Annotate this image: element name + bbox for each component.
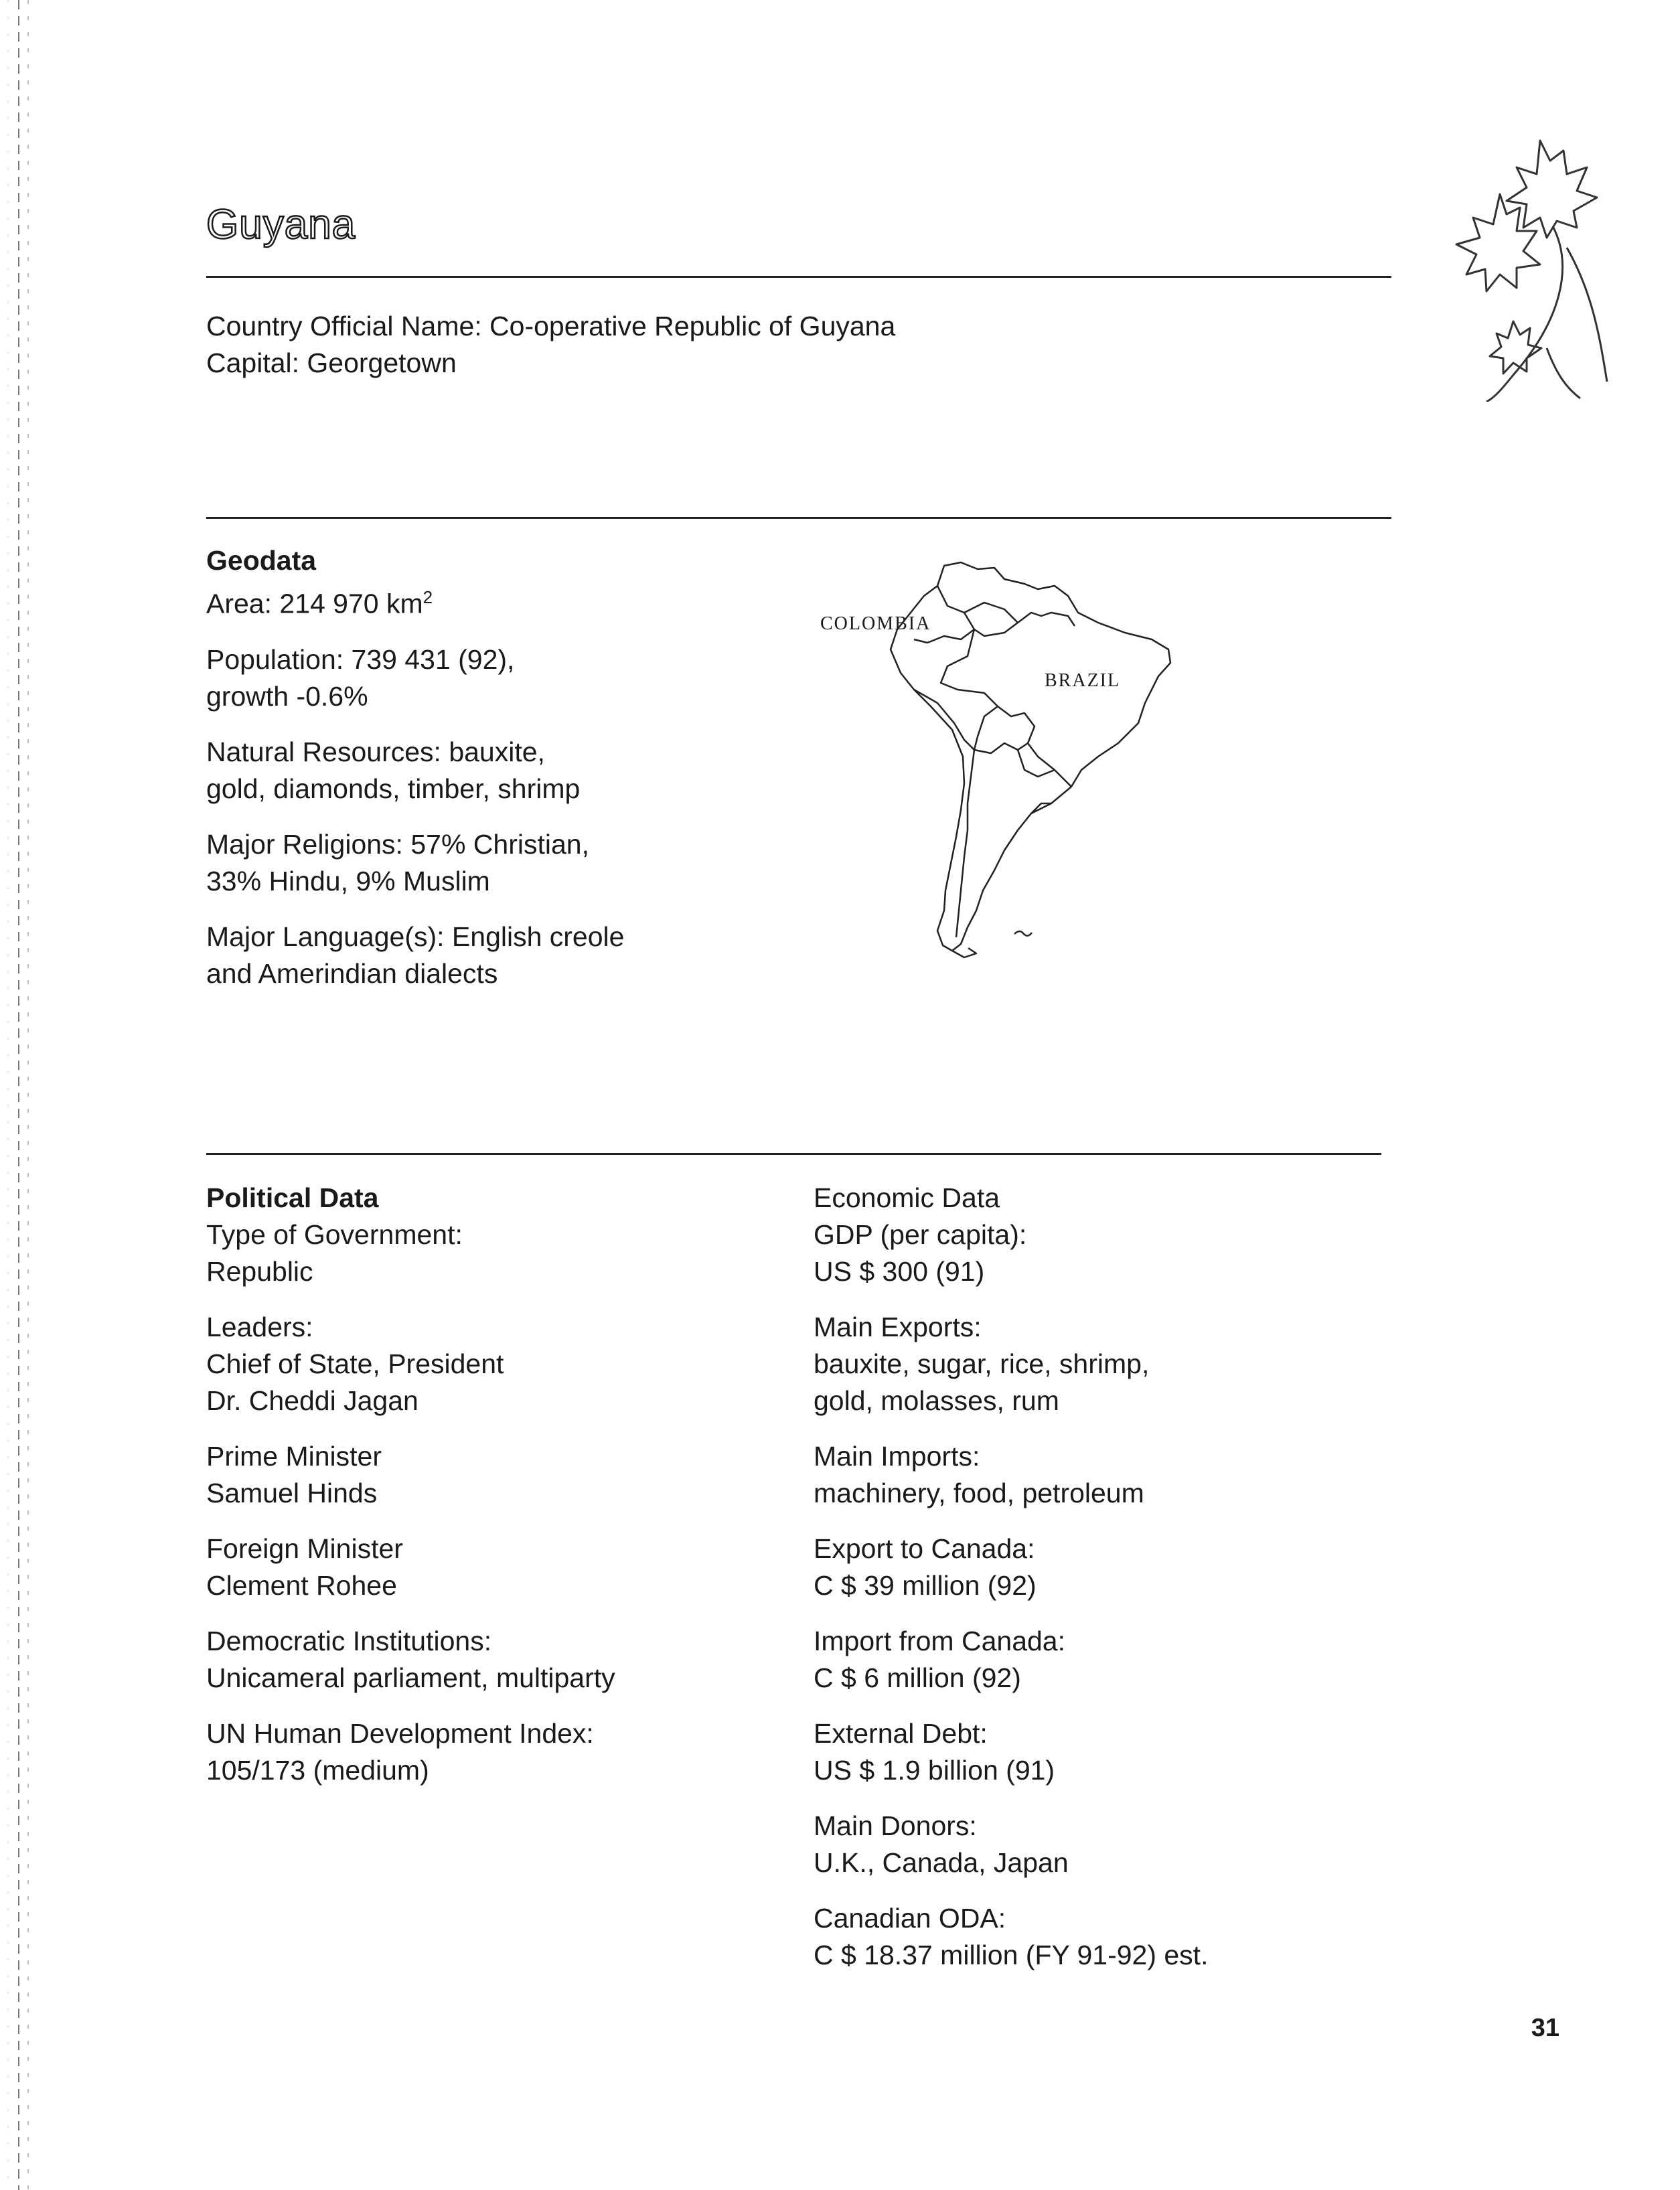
- gdp-value: US $ 300 (91): [814, 1256, 985, 1287]
- exports-label: Main Exports:: [814, 1312, 982, 1342]
- maple-leaf-icon: [1440, 121, 1614, 402]
- institutions-label: Democratic Institutions:: [206, 1626, 492, 1656]
- falklands: [1014, 931, 1032, 936]
- imports-value: machinery, food, petroleum: [814, 1478, 1144, 1508]
- population-line-1: Population: 739 431 (92),: [206, 643, 515, 675]
- gdp-label: GDP (per capita):: [814, 1219, 1027, 1250]
- donors-label: Main Donors:: [814, 1810, 977, 1841]
- binding-edge: [0, 0, 39, 2190]
- economic-section: [814, 1180, 1322, 1992]
- area-text: Area: 214 970 km: [206, 588, 423, 619]
- oda-value: C $ 18.37 million (FY 91-92) est.: [814, 1940, 1209, 1970]
- imports-label: Main Imports:: [814, 1441, 980, 1472]
- pm-name: Samuel Hinds: [206, 1478, 378, 1508]
- leaders-label: Leaders:: [206, 1312, 313, 1342]
- resources-block: [206, 734, 715, 807]
- label-brazil: BRAZIL: [1045, 670, 1121, 691]
- fm-label: Foreign Minister: [206, 1533, 403, 1564]
- area-block: [206, 579, 715, 623]
- title-rule: [206, 276, 1391, 278]
- exports-value-1: bauxite, sugar, rice, shrimp,: [814, 1348, 1150, 1379]
- economic-heading: Economic Data: [814, 1182, 1000, 1213]
- resources-line-1: Natural Resources: bauxite,: [206, 736, 545, 767]
- border-brazil-west: [941, 629, 1071, 787]
- label-colombia: COLOMBIA: [820, 613, 931, 634]
- pm-label: Prime Minister: [206, 1441, 382, 1472]
- hdi-value: 105/173 (medium): [206, 1755, 429, 1786]
- country-header: [206, 308, 895, 382]
- continent-outline: [891, 562, 1170, 951]
- page-title: Guyana: [206, 202, 356, 248]
- exports-block: [814, 1309, 1322, 1419]
- debt-label: External Debt:: [814, 1718, 988, 1749]
- tierra-del-fuego: [952, 948, 976, 957]
- export-canada-block: [814, 1531, 1322, 1604]
- border-chile-argentina: [956, 750, 974, 937]
- oda-block: [814, 1900, 1322, 1974]
- debt-value: US $ 1.9 billion (91): [814, 1755, 1055, 1786]
- donors-block: [814, 1808, 1322, 1881]
- institutions-value: Unicameral parliament, multiparty: [206, 1662, 615, 1693]
- leaders-name: Dr. Cheddi Jagan: [206, 1385, 418, 1416]
- pm-block: [206, 1438, 715, 1512]
- political-section: [206, 1180, 715, 1808]
- religions-line-1: Major Religions: 57% Christian,: [206, 828, 589, 860]
- import-canada-label: Import from Canada:: [814, 1626, 1065, 1656]
- population-block: [206, 641, 715, 715]
- religions-line-2: 33% Hindu, 9% Muslim: [206, 865, 490, 896]
- south-america-map: [804, 549, 1232, 964]
- fm-block: [206, 1531, 715, 1604]
- leaders-title: Chief of State, President: [206, 1348, 504, 1379]
- capital: Capital: Georgetown: [206, 347, 457, 378]
- languages-block: [206, 919, 715, 992]
- fm-name: Clement Rohee: [206, 1570, 397, 1601]
- languages-line-1: Major Language(s): English creole: [206, 921, 625, 952]
- government-value: Republic: [206, 1256, 313, 1287]
- geodata-heading: Geodata: [206, 545, 317, 576]
- hdi-label: UN Human Development Index:: [206, 1718, 594, 1749]
- languages-line-2: and Amerindian dialects: [206, 957, 498, 989]
- data-rule: [206, 1153, 1381, 1155]
- export-canada-value: C $ 39 million (92): [814, 1570, 1037, 1601]
- area-superscript: 2: [423, 587, 433, 607]
- exports-value-2: gold, molasses, rum: [814, 1385, 1059, 1416]
- gdp-block: [814, 1217, 1322, 1290]
- leaders-block: [206, 1309, 715, 1419]
- political-heading: Political Data: [206, 1182, 379, 1213]
- imports-block: [814, 1438, 1322, 1512]
- import-canada-value: C $ 6 million (92): [814, 1662, 1021, 1693]
- religions-block: [206, 826, 715, 900]
- government-block: [206, 1217, 715, 1290]
- import-canada-block: [814, 1623, 1322, 1697]
- hdi-block: [206, 1715, 715, 1789]
- resources-line-2: gold, diamonds, timber, shrimp: [206, 773, 581, 804]
- page-number: 31: [1531, 2014, 1559, 2042]
- oda-label: Canadian ODA:: [814, 1903, 1006, 1934]
- institutions-block: [206, 1623, 715, 1697]
- official-name: Country Official Name: Co-operative Republic of Guyana: [206, 311, 896, 341]
- debt-block: [814, 1715, 1322, 1789]
- border-guianas: [1018, 613, 1075, 626]
- population-line-2: growth -0.6%: [206, 680, 368, 712]
- geodata-rule: [206, 517, 1391, 519]
- geodata-section: [206, 542, 715, 1011]
- export-canada-label: Export to Canada:: [814, 1533, 1035, 1564]
- border-bolivia: [974, 743, 1028, 753]
- donors-value: U.K., Canada, Japan: [814, 1847, 1069, 1878]
- government-label: Type of Government:: [206, 1219, 463, 1250]
